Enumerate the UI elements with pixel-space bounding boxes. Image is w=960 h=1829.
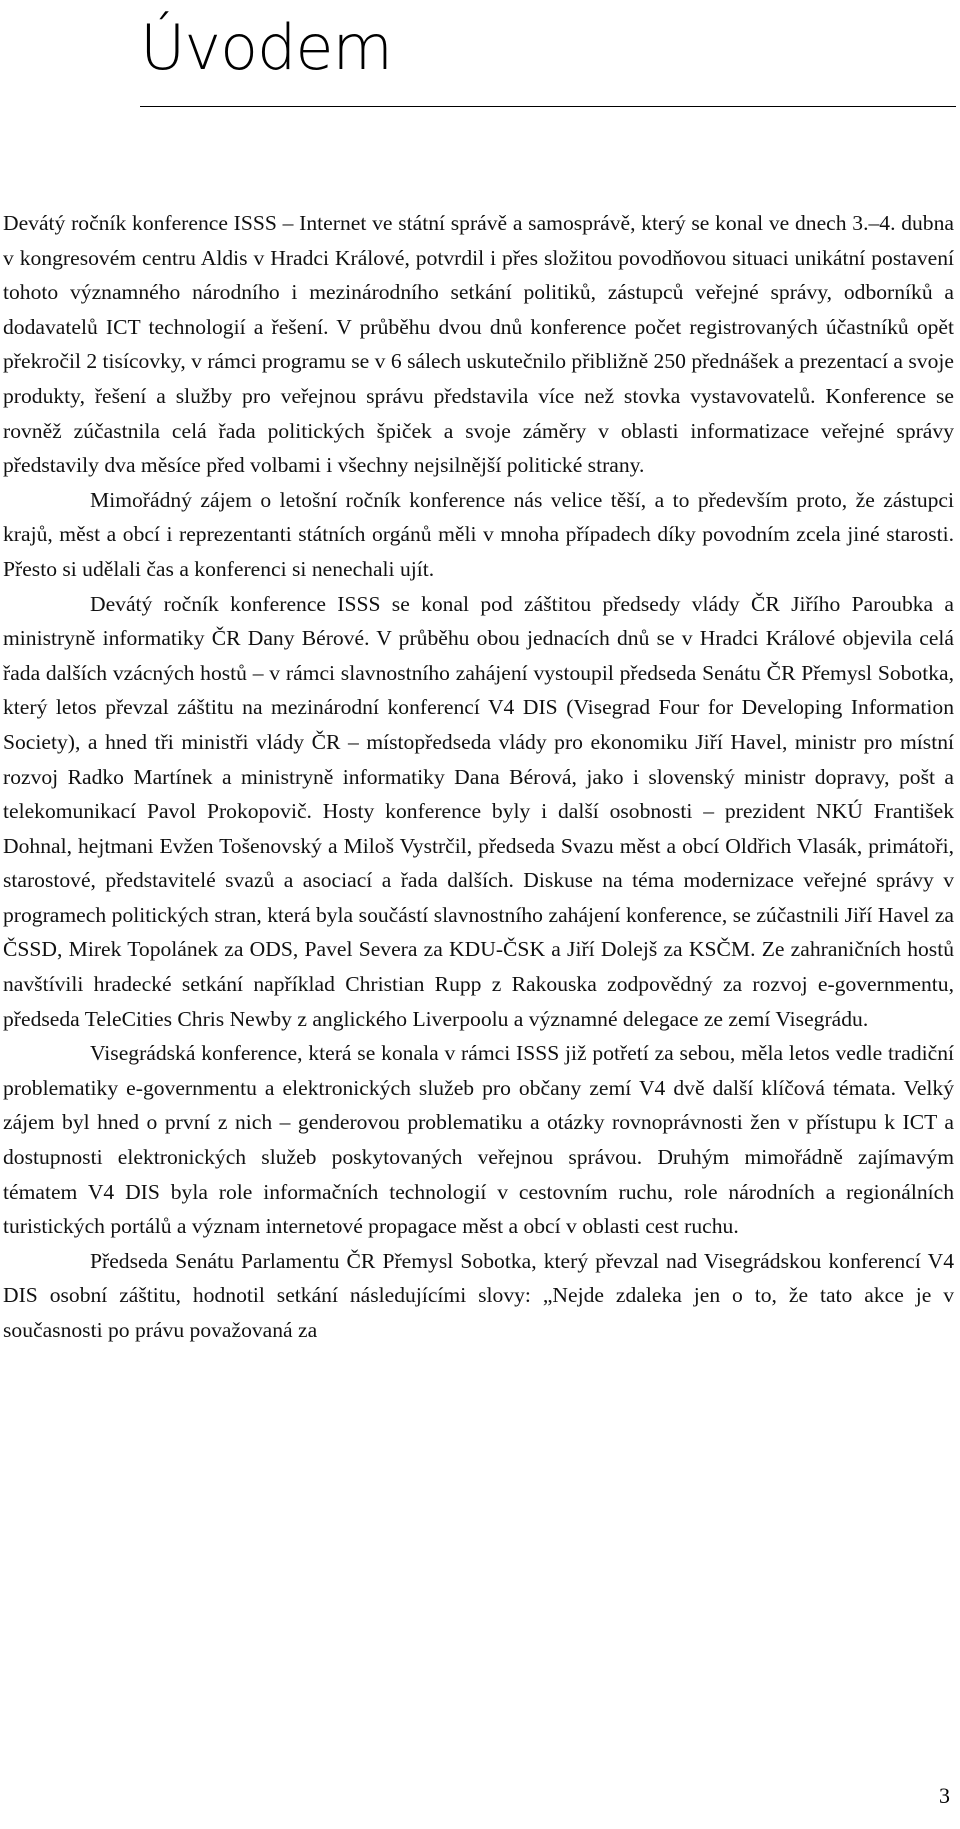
paragraph-1: Devátý ročník konference ISSS – Internet ve státní správě a samosprávě, který se konal ve dnech 3.–4. dubna v kongresovém centru Aldis v Hradci Králové, potvrdil i přes složitou povodňovou situaci unikátní postavení tohoto významného národního i mezinárodního setkání politiků, zástupců veřejné správy, odborníků a dodavatelů ICT technologií a řešení. V průběhu dvou dnů konference počet registrovaných účastníků opět překročil 2 tisícovky, v rámci programu se v 6 sálech uskutečnilo přibližně 250 přednášek a prezentací a svoje produkty, řešení a služby pro veřejnou správu představila více než stovka vystavovatelů. Konference se rovněž zúčastnila celá řada politických špiček a svoje záměry v oblasti informatizace veřejné správy představily dva měsíce před volbami i všechny nejsilnější politické strany. bbox=[3, 211, 954, 478]
paragraph-4: Visegrádská konference, která se konala v rámci ISSS již potřetí za sebou, měla letos vedle tradiční problematiky e-governmentu a elektronických služeb pro občany zemí V4 dvě další klíčová témata. Velký zájem byl hned o první z nich – genderovou problematiku a otázky rovnoprávnosti žen v přístupu k ICT a dostupnosti elektronických služeb poskytovaných veřejnou správou. Druhým mimořádně zajímavým tématem V4 DIS byla role informačních technologií v cestovním ruchu, role národních a regionálních turistických portálů a význam internetové propagace měst a obcí v oblasti cest ruchu. bbox=[3, 1041, 954, 1239]
page-number: 3 bbox=[939, 1783, 950, 1808]
paragraph-3: Devátý ročník konference ISSS se konal pod záštitou předsedy vlády ČR Jiřího Paroubka a ministryně informatiky ČR Dany Bérové. V průběhu obou jednacích dnů se v Hradci Králové objevila celá řada dalších vzácných hostů – v rámci slavnostního zahájení vystoupil předseda Senátu ČR Přemysl Sobotka, který letos převzal záštitu na mezinárodní konferencí V4 DIS (Visegrad Four for Developing Information Society), a hned tři ministři vlády ČR – místopředseda vlády pro ekonomiku Jiří Havel, ministr pro místní rozvoj Radko Martínek a ministryně informatiky Dana Bérová, jako i slovenský ministr dopravy, pošt a telekomunikací Pavol Prokopovič. Hosty konference byly i další osobnosti – prezident NKÚ František Dohnal, hejtmani Evžen Tošenovský a Miloš Vystrčil, předseda Svazu měst a obcí Oldřich Vlasák, primátoři, starostové, představitelé svazů a asociací a řada dalších. Diskuse na téma modernizace veřejné správy v programech politických stran, která byla součástí slavnostního zahájení konference, se zúčastnili Jiří Havel za ČSSD, Mirek Topolánek za ODS, Pavel Severa za KDU-ČSK a Jiří Dolejš za KSČM. Ze zahraničních hostů navštívili hradecké setkání například Christian Rupp z Rakouska zodpovědný za rozvoj e-governmentu, předseda TeleCities Chris Newby z anglického Liverpoolu a významné delegace ze zemí Visegrádu. bbox=[3, 591, 954, 1031]
paragraph-5: Předseda Senátu Parlamentu ČR Přemysl Sobotka, který převzal nad Visegrádskou konferencí V4 DIS osobní záštitu, hodnotil setkání následujícími slovy: „Nejde zdaleka jen o to, že tato akce je v současnosti po právu považovaná za bbox=[3, 1248, 954, 1342]
page-title: Úvodem bbox=[140, 11, 392, 84]
article-body bbox=[3, 206, 954, 1348]
paragraph-2: Mimořádný zájem o letošní ročník konference nás velice těší, a to především proto, že zástupci krajů, měst a obcí i reprezentanti státních orgánů měli v mnoha případech díky povodním zcela jiné starosti. Přesto si udělali čas a konferenci si nenechali ujít. bbox=[3, 487, 954, 581]
title-underline bbox=[140, 106, 956, 107]
